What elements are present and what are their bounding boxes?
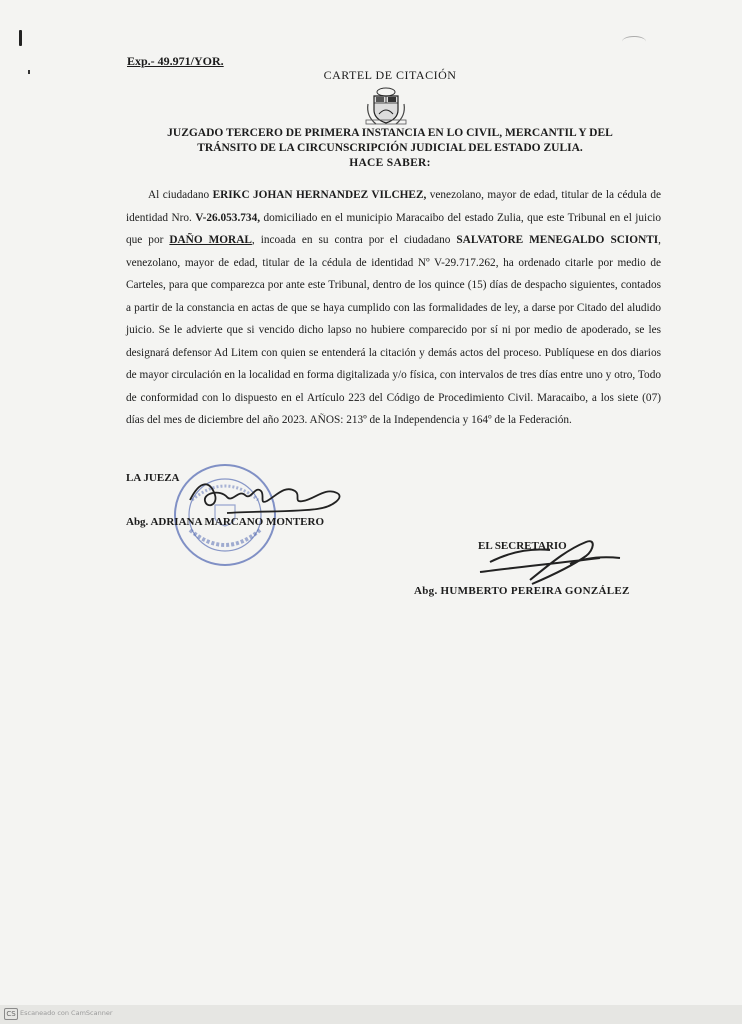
secretary-title: EL SECRETARIO — [478, 540, 567, 552]
claim-type: DAÑO MORAL — [169, 234, 252, 246]
coat-of-arms-icon — [362, 84, 410, 126]
hace-saber: HACE SABER: — [349, 157, 431, 169]
scan-speck — [622, 36, 646, 47]
scanner-label: Escaneado con CamScanner — [20, 1009, 113, 1017]
scanner-logo: CS — [4, 1008, 18, 1020]
plaintiff-name: SALVATORE MENEGALDO SCIONTI — [456, 234, 659, 246]
body-text-4: , incoada en su contra por el ciudadano — [251, 234, 457, 246]
scan-speck — [28, 70, 30, 74]
handwritten-signature-icon — [185, 470, 385, 520]
body-text-1: Al ciudadano — [148, 189, 213, 201]
citation-body — [126, 184, 661, 432]
document-title: CARTEL DE CITACIÓN — [323, 68, 457, 82]
defendant-id: V-26.053.734, — [195, 211, 261, 224]
court-line-2: TRÁNSITO DE LA CIRCUNSCRIPCIÓN JUDICIAL DEL ESTADO ZULIA. — [197, 142, 583, 154]
body-text-5: , venezolano, mayor de edad, titular de la cédula de identidad Nº V-29.717.262, ha ordenado citarle por medio de Carteles, para que comparezca por ante este Tribunal, dentro de los quince (15) días de despacho siguientes, contados a partir de la constancia en actas de que se haya cumplido con las formalidades de ley, a darse por Citado del aludido juicio. Se le advierte que si vencido dicho lapso no hubiere comparecido por sí ni por medio de apoderado, se les designará defensor Ad Litem con quien se entenderá la citación y demás actos del proceso. Publíquese en dos diarios de mayor circulación en la localidad en forma digitalizada y/o física, con intervalos de tres días entre uno y otro, Todo de conformidad con lo dispuesto en el Artículo 223 del Código de Procedimiento Civil. Maracaibo, a los siete (07) días del mes de diciembre del año 2023. AÑOS: 213º de la Independencia y 164º de la Federación. — [126, 234, 661, 426]
judge-name: Abg. ADRIANA MARCANO MONTERO — [126, 516, 325, 528]
expediente-number: Exp.- 49.971/YOR. — [127, 54, 224, 68]
court-heading — [120, 126, 660, 171]
handwritten-signature-icon — [470, 532, 640, 587]
scan-speck — [19, 30, 22, 46]
secretary-name: Abg. HUMBERTO PEREIRA GONZÁLEZ — [414, 585, 630, 597]
judge-title: LA JUEZA — [126, 472, 180, 484]
body-text-3: domiciliado en el municipio Maracaibo del estado Zulia, que este Tribunal en el juicio que por — [126, 211, 661, 246]
court-line-1: JUZGADO TERCERO DE PRIMERA INSTANCIA EN LO CIVIL, MERCANTIL Y DEL — [167, 127, 613, 139]
defendant-name: ERIKC JOHAN HERNANDEZ VILCHEZ, — [212, 189, 427, 201]
body-text-2: venezolano, mayor de edad, titular de la cédula de identidad Nro. — [126, 189, 661, 224]
